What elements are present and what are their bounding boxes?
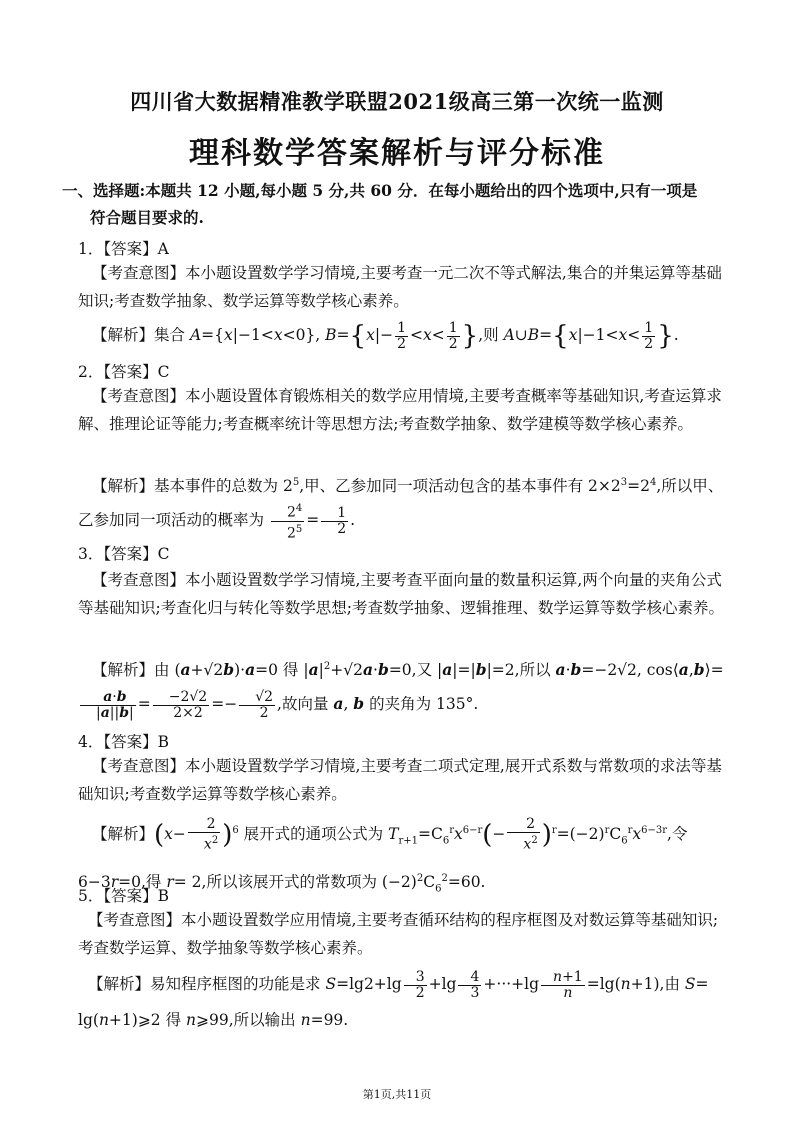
- q2-answer: 2．【答案】C: [78, 363, 170, 381]
- page-footer: 第1页,共11页: [362, 1088, 432, 1101]
- q1-analysis-label: 【解析】: [92, 326, 155, 344]
- section-heading-line1: 一、选择题:本题共 12 小题,每小题 5 分,共 60 分．在每小题给出的四个选项中,只有一项是: [62, 181, 698, 200]
- q4-analysis-label: 【解析】: [92, 825, 155, 844]
- q2-analysis: 【解析】基本事件的总数为 $2^5$,甲、乙参加同一项活动包含的基本事件有 $2\times 2^3=2^4$,所以甲、乙参加同一项活动的概率为 $\frac{2^4}{2^5}$ = $\frac{1}{2}$ .: [78, 477, 724, 542]
- q1-intent: 【考查意图】本小题设置数学学习情境,主要考查一元二次不等式解法,集合的并集运算等基础知识;考查数学抽象、数学运算等数学核心素养。: [78, 264, 722, 310]
- q3-answer: 3．【答案】C: [78, 545, 170, 563]
- document-title: 四川省大数据精准教学联盟2021级高三第一次统一监测: [130, 89, 664, 114]
- q5-intent: 【考查意图】本小题设置数学应用情境,主要考查循环结构的程序框图及对数运算等基础知识;考查数学运算、数学抽象等数学核心素养。: [78, 911, 719, 957]
- section-heading: [62, 177, 737, 231]
- q5-analysis-label: 【解析】: [88, 975, 151, 993]
- q4-answer: 4．【答案】B: [78, 733, 170, 751]
- q4-analysis: 【解析】(x− $\frac{2}{x^2}$ )$^6$ 展开式的通项公式为 $T_{r+1}=C_6^rx^{6-r}(-$ $\frac{2}{x^2}$ )$^r=(-2)^rC_6^rx^{6-3r}$,令 6−3r=0,得 r= 2,所以该展开式的常数项为 $(-2)^2C_6^2=60$.: [78, 816, 688, 895]
- q2-analysis-label: 【解析】: [92, 477, 155, 496]
- q3-intent: 【考查意图】本小题设置数学学习情境,主要考查平面向量的数量积运算,两个向量的夹角公式等基础知识;考查化归与转化等数学思想;考查数学抽象、逻辑推理、数学运算等数学核心素养。: [78, 571, 724, 617]
- q4-intent: 【考查意图】本小题设置数学学习情境,主要考查二项式定理,展开式系数与常数项的求法等基础知识;考查数学运算等数学核心素养。: [78, 757, 722, 803]
- q5-answer: 5．【答案】B: [78, 887, 170, 905]
- q2-intent: 【考查意图】本小题设置体育锻炼相关的数学应用情境,主要考查概率等基础知识,考查运算求解、推理论证等能力;考查概率统计等思想方法;考查数学抽象、数学建模等数学核心素养。: [78, 387, 722, 433]
- q3-analysis: 【解析】由 (a+√2b)·a=0 得 $|a|^2+√2a\cdot b=0$,又 |a|=|b|=2,所以 a·b=−2√2, cos⟨a,b⟩= $\frac{a\cdot b}{|a||b|}$ = $\frac{-2√2}{2\times 2}$ =− $\frac{√2}{2}$ ,故向量 a, b 的夹角为 135°.: [78, 650, 728, 721]
- q1-answer: 1．【答案】A: [78, 240, 169, 258]
- section-heading-line2: 符合题目要求的.: [90, 208, 204, 227]
- q5-analysis: 【解析】易知程序框图的功能是求 S=lg2+lg $\frac{3}{2}$ +lg $\frac{4}{3}$ +···+lg $\frac{n+1}{n}$ =lg(n+1),由 S= lg(n+1)⩾2 得 n⩾99,所以输出 n=99.: [78, 968, 709, 1029]
- q1-analysis: 【解析】集合 A={x|−1<x<0}, B={x|− $\frac{1}{2}$ <x< $\frac{1}{2}$ },则 A∪B={x|−1<x< $\frac{1}{2}$ }.: [92, 319, 679, 352]
- document-subtitle: 理科数学答案解析与评分标准: [189, 136, 605, 171]
- q3-analysis-label: 【解析】: [92, 661, 155, 680]
